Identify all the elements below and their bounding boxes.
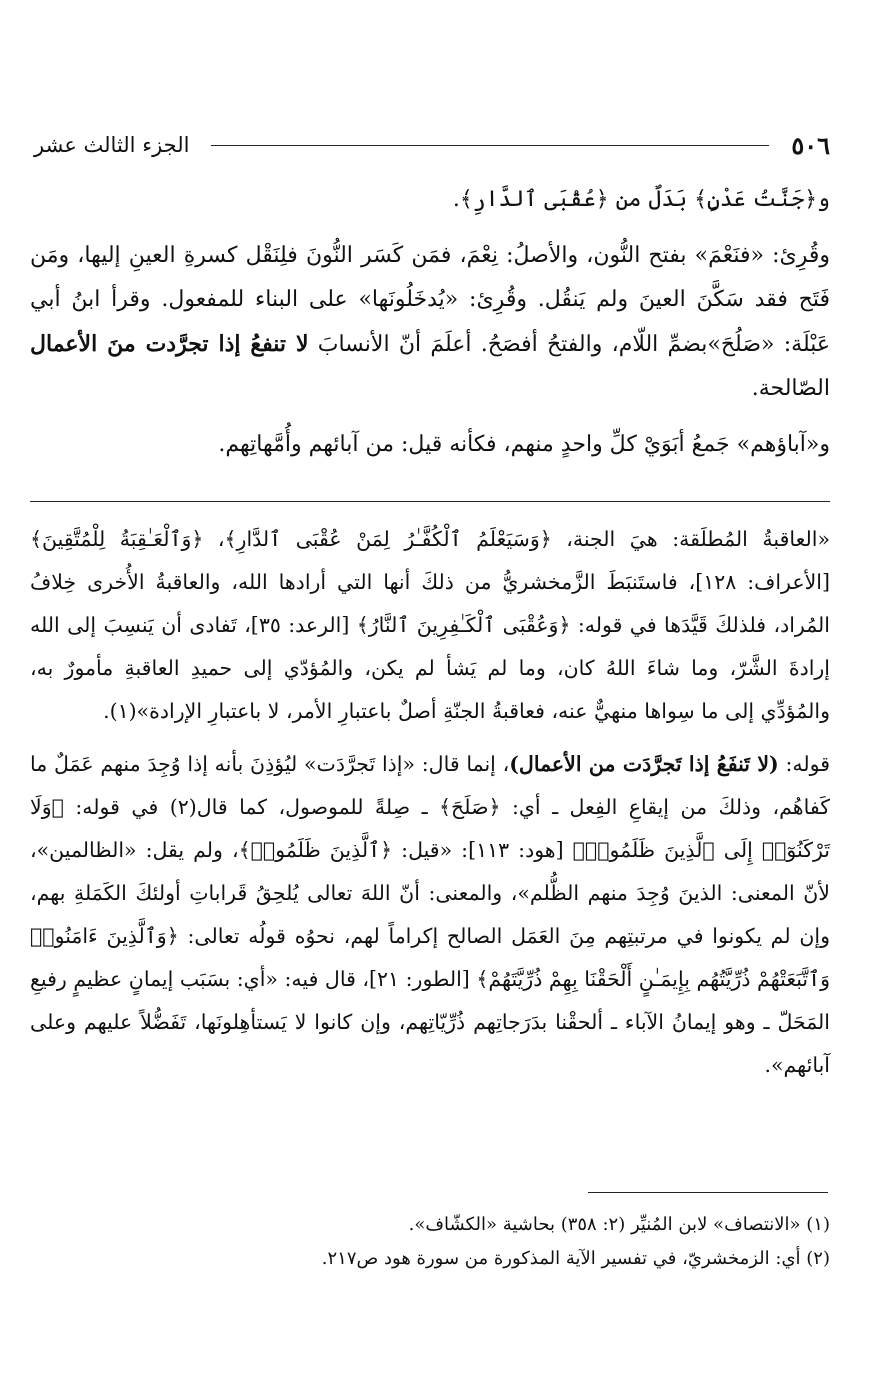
footnote-2: (٢) أي: الزمخشريّ، في تفسير الآية المذكورة من سورة هود ص٢١٧. (321, 1248, 830, 1269)
commentary-paragraph-2-bold: (لا تَنفَعُ إذا تَجرَّدَت من الأعمال) (509, 752, 779, 776)
commentary-paragraph-2-start: قوله: (778, 752, 830, 776)
footnote-1: (١) «الانتصاف» لابن المُنيِّر (٢: ٣٥٨) بحاشية «الكشّاف». (408, 1214, 830, 1235)
commentary (30, 518, 830, 1097)
footnote-rule (588, 1192, 828, 1193)
main-paragraph-2-text: وقُرِئ: «فنَعْمَ» بفتح النُّون، والأصلُ: نِعْمَ، فمَن كَسَر النُّونَ فلِنَقْل كسرةِ العينِ إليها، ومَن فَتَح فقد سَكَّنَ العينَ ولم يَنقُل. وقُرِئ: «يُدخَلُونَها» على البناء للمفعول. وقرأ ابنُ أبي عَبْلَة: «صَلُحَ»بضمِّ اللّام، والفتحُ أفصَحُ. أعلَمَ أنّ الأنسابَ (30, 243, 830, 357)
page-number: ٥٠٦ (791, 130, 830, 160)
main-paragraph-1: و﴿جَنَّتُ عَدْنٍ﴾ بَدَلٌ من ﴿عُقْبَى ٱلدَّارِ﴾. (452, 187, 830, 212)
main-text (30, 178, 830, 479)
commentary-paragraph-2 (30, 743, 830, 1087)
main-paragraph-3: و«آباؤهم» جَمعُ أبَوَيْ كلِّ واحدٍ منهم، فكأنه قيل: من آبائهم وأُمَّهاتِهم. (218, 432, 830, 457)
main-paragraph-2 (30, 234, 830, 411)
main-paragraph-2-bold: لا تنفعُ إذا تجرَّدت منَ الأعمال (30, 331, 309, 357)
part-title: الجزء الثالث عشر (34, 133, 190, 157)
commentary-paragraph-1: «العاقبةُ المُطلَقة: هيَ الجنة، ﴿وَسَيَعْلَمُ ٱلْكُفَّـٰرُ لِمَنْ عُقْبَى ٱلدَّارِ﴾، ﴿وَٱلْعَـٰقِبَةُ لِلْمُتَّقِينَ﴾ [الأعراف: ١٢٨]، فاستَنبَطَ الزَّمخشريُّ من ذلكَ أنها التي أرادها الله، والعاقبةُ الأُخرى خِلافُ المُراد، فلذلكَ قَيَّدَها في قوله: ﴿وَعُقْبَى ٱلْكَـٰفِرِينَ ٱلنَّارُ﴾ [الرعد: ٣٥]، تَفادى أن يَنسِبَ إلى الله إرادةَ الشَّرّ، وما شاءَ اللهُ كان، وما لم يَشأ لم يكن، والمُؤدّي إلى حميدِ العاقبةِ مأمورٌ به، والمُؤدِّي إلى ما سِواها منهيٌّ عنه، فعاقبةُ الجنّةِ أصلٌ باعتبارِ الأمر، لا باعتبارِ الإرادة»(١). (30, 527, 830, 723)
footnotes (30, 1208, 830, 1276)
commentary-paragraph-2-rest: ، إنما قال: «إذا تَجرَّدَت» ليُؤذِنَ بأنه إذا وُجِدَ منهم عَمَلٌ ما كَفاهُم، وذلكَ من إيقاعِ الفِعل ـ أي: ﴿صَلَحَ﴾ ـ صِلةً للموصول، كما قال(٢) في قوله: ﴿وَلَا تَرْكَنُوٓا۟ إِلَى ٱلَّذِينَ ظَلَمُوا۟﴾ [هود: ١١٣]: «قيل: ﴿ٱلَّذِينَ ظَلَمُوا۟﴾، ولم يقل: «الظالمين»، لأنّ المعنى: الذينَ وُجِدَ منهم الظُّلم»، والمعنى: أنّ اللهَ تعالى يُلحِقُ قَراباتِ أولئكَ الكَمَلةِ بهم، وإن لم يكونوا في مرتبتِهم مِنَ العَمَل الصالح إكراماً لهم، نحوُه قولُه تعالى: ﴿وَٱلَّذِينَ ءَامَنُوا۟ وَٱتَّبَعَتْهُمْ ذُرِّيَّتُهُم بِإِيمَـٰنٍ أَلْحَقْنَا بِهِمْ ذُرِّيَّتَهُمْ﴾ [الطور: ٢١]، قال فيه: «أي: بسَبَب إيمانٍ عظيمٍ رفيعِ المَحَلّ ـ وهو إيمانُ الآباء ـ ألحقْنا بدَرَجاتِهم ذُرِّيّاتِهم، وإن كانوا لا يَستأهِلونَها، تَفَضُّلاً عليهم وعلى آبائهم». (30, 752, 831, 1077)
page-header (34, 128, 830, 162)
header-rule (211, 145, 769, 146)
section-divider (30, 501, 830, 502)
main-paragraph-2-end: الصّالحة. (751, 376, 830, 401)
